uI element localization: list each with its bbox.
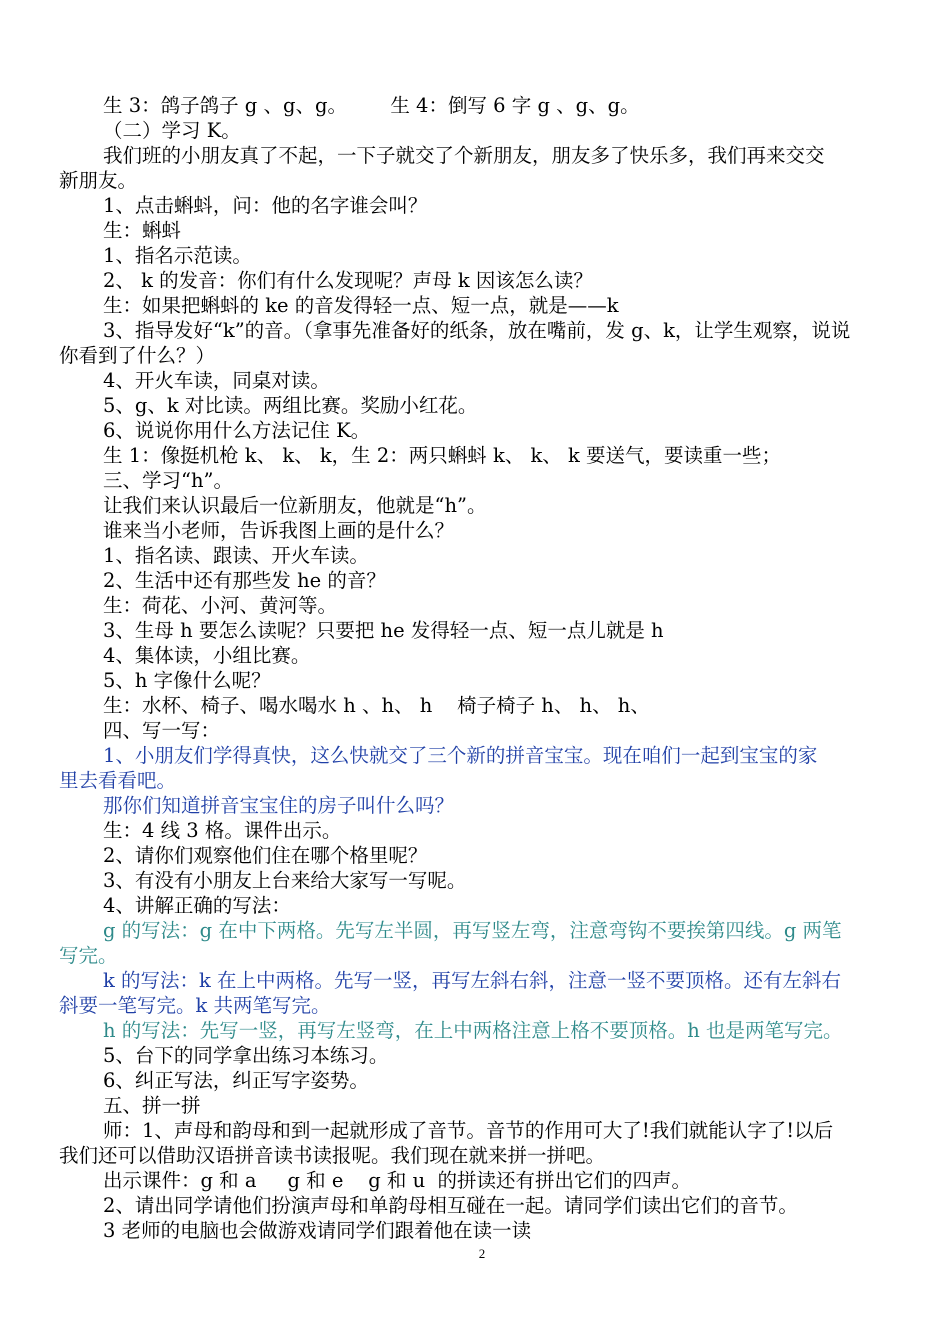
text-line: 里去看看吧。 bbox=[59, 769, 177, 792]
text-line: 3 老师的电脑也会做游戏请同学们跟着他在读一读 bbox=[103, 1219, 532, 1242]
text-line: 我们还可以借助汉语拼音读书读报呢。我们现在就来拼一拼吧。 bbox=[59, 1144, 606, 1167]
text-line: 6、纠正写法，纠正写字姿势。 bbox=[103, 1069, 369, 1092]
text-line: 我们班的小朋友真了不起，一下子就交了个新朋友，朋友多了快乐多，我们再来交交 bbox=[103, 144, 825, 167]
text-line: 4、集体读，小组比赛。 bbox=[103, 644, 311, 667]
text-line: 生：4 线 3 格。课件出示。 bbox=[103, 819, 342, 842]
text-line: 1、小朋友们学得真快，这么快就交了三个新的拼音宝宝。现在咱们一起到宝宝的家 bbox=[103, 744, 818, 767]
text-line: 生 3：鸽子鸽子 g 、g、g。 生 4：倒写 6 字 g 、g、g。 bbox=[103, 94, 640, 117]
page-number: 2 bbox=[478, 1246, 486, 1261]
text-line: 生：蝌蚪 bbox=[103, 219, 182, 242]
text-line: g 的写法：g 在中下两格。先写左半圆，再写竖左弯，注意弯钩不要挨第四线。g 两笔 bbox=[103, 919, 842, 942]
text-line: 让我们来认识最后一位新朋友，他就是“h”。 bbox=[103, 494, 487, 517]
text-line: 4、讲解正确的写法： bbox=[103, 894, 291, 917]
section-heading: 三、学习“h”。 bbox=[103, 469, 233, 492]
text-line: 1、点击蝌蚪，问：他的名字谁会叫？ bbox=[103, 194, 428, 217]
text-line: 你看到了什么？） bbox=[59, 344, 216, 367]
text-line: 2、请你们观察他们住在哪个格里呢？ bbox=[103, 844, 428, 867]
text-line: 生：荷花、小河、黄河等。 bbox=[103, 594, 338, 617]
text-line: k 的写法：k 在上中两格。先写一竖，再写左斜右斜，注意一竖不要顶格。还有左斜右 bbox=[103, 969, 842, 992]
text-line: 新朋友。 bbox=[59, 169, 138, 192]
text-line: 4、开火车读，同桌对读。 bbox=[103, 369, 330, 392]
text-line: 2、 k 的发音：你们有什么发现呢？声母 k 因该怎么读？ bbox=[103, 269, 593, 292]
text-line: 生：水杯、椅子、喝水喝水 h 、h、 h 椅子椅子 h、 h、 h、 bbox=[103, 694, 650, 717]
text-line: 生：如果把蝌蚪的 ke 的音发得轻一点、短一点，就是——k bbox=[103, 294, 619, 317]
section-heading: （二）学习 K。 bbox=[103, 119, 241, 142]
text-line: 3、生母 h 要怎么读呢？只要把 he 发得轻一点、短一点儿就是 h bbox=[103, 619, 664, 642]
text-line: 5、h 字像什么呢？ bbox=[103, 669, 271, 692]
text-line: 3、有没有小朋友上台来给大家写一写呢。 bbox=[103, 869, 467, 892]
text-line: 谁来当小老师，告诉我图上画的是什么？ bbox=[103, 519, 455, 542]
text-line: 5、g、k 对比读。两组比赛。奖励小红花。 bbox=[103, 394, 478, 417]
text-line: 斜要一笔写完。k 共两笔写完。 bbox=[59, 994, 331, 1017]
text-line: 生 1：像挺机枪 k、 k、 k，生 2：两只蝌蚪 k、 k、 k 要送气，要读重一些； bbox=[103, 444, 781, 467]
text-line: 那你们知道拼音宝宝住的房子叫什么吗？ bbox=[103, 794, 455, 817]
text-line: 1、指名示范读。 bbox=[103, 244, 252, 267]
text-line: 5、台下的同学拿出练习本练习。 bbox=[103, 1044, 389, 1067]
text-line: h 的写法：先写一竖，再写左竖弯，在上中两格注意上格不要顶格。h 也是两笔写完。 bbox=[103, 1019, 843, 1042]
text-line: 师：1、声母和韵母和到一起就形成了音节。音节的作用可大了!我们就能认字了!以后 bbox=[103, 1119, 834, 1142]
text-line: 出示课件：g 和 a g 和 e g 和 u 的拼读还有拼出它们的四声。 bbox=[103, 1169, 692, 1192]
text-line: 写完。 bbox=[59, 944, 118, 967]
section-heading: 四、写一写： bbox=[103, 719, 221, 742]
text-line: 6、说说你用什么方法记住 K。 bbox=[103, 419, 371, 442]
section-heading: 五、拼一拼 bbox=[103, 1094, 201, 1117]
text-line: 3、指导发好“k”的音。（拿事先准备好的纸条，放在嘴前，发 g、k，让学生观察，说说 bbox=[103, 319, 851, 342]
text-line: 1、指名读、跟读、开火车读。 bbox=[103, 544, 369, 567]
text-line: 2、请出同学请他们扮演声母和单韵母相互碰在一起。请同学们读出它们的音节。 bbox=[103, 1194, 798, 1217]
text-line: 2、生活中还有那些发 he 的音？ bbox=[103, 569, 386, 592]
